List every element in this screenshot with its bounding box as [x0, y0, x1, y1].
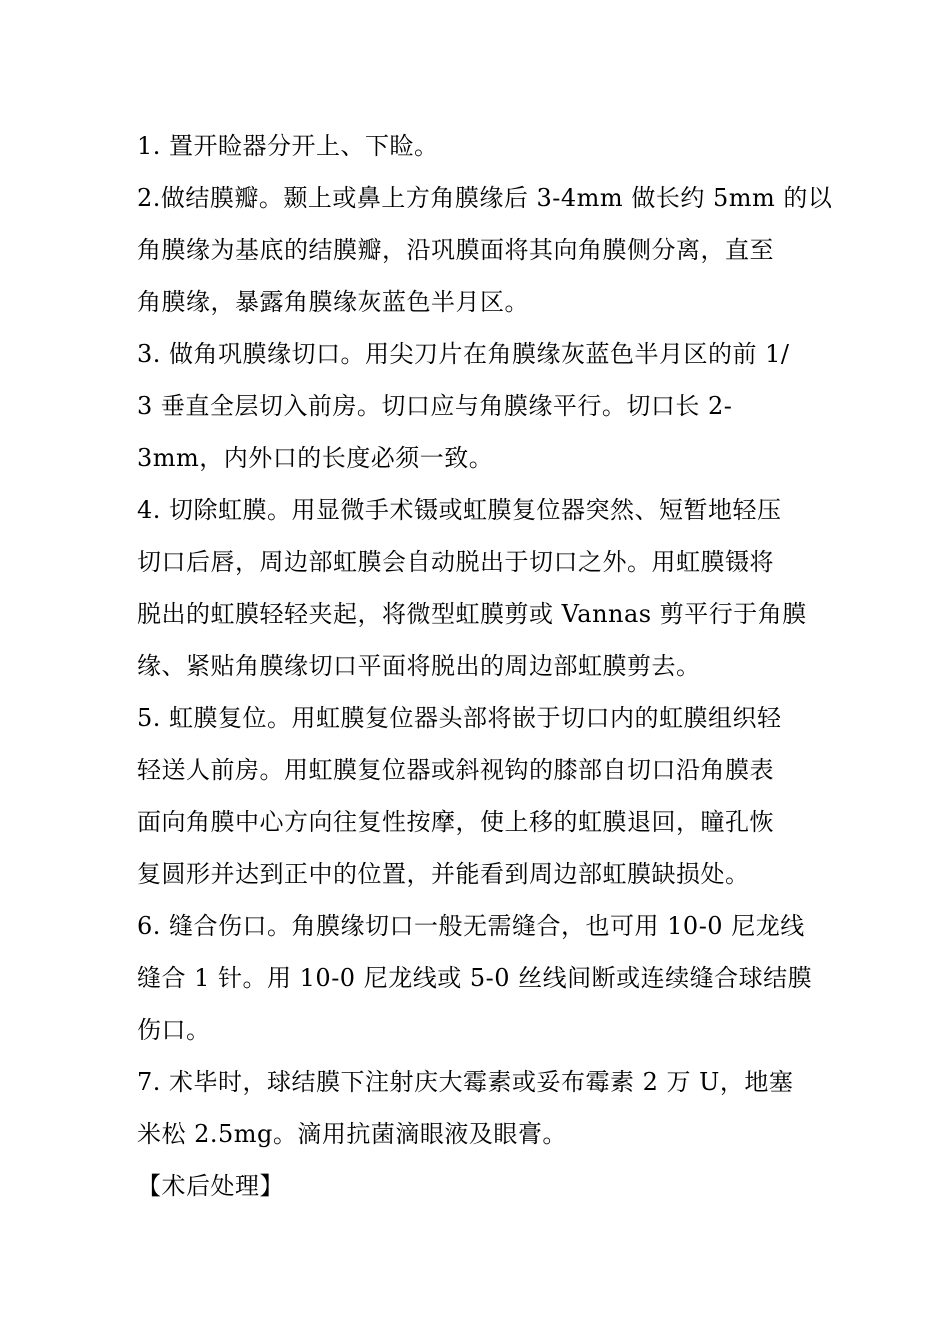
text-line: 7. 术毕时，球结膜下注射庆大霉素或妥布霉素 2 万 U，地塞 [137, 1068, 794, 1096]
step-3-paragraph [137, 328, 817, 484]
section-heading: 【术后处理】 [137, 1172, 284, 1200]
text-line: 6. 缝合伤口。角膜缘切口一般无需缝合，也可用 10-0 尼龙线 [137, 912, 805, 940]
step-1-paragraph [137, 120, 817, 172]
text-line: 复圆形并达到正中的位置，并能看到周边部虹膜缺损处。 [137, 860, 750, 888]
text-line: 角膜缘为基底的结膜瓣，沿巩膜面将其向角膜侧分离，直至 [137, 236, 774, 264]
text-line: 3. 做角巩膜缘切口。用尖刀片在角膜缘灰蓝色半月区的前 1/ [137, 340, 790, 368]
step-7-paragraph [137, 1056, 817, 1160]
postoperative-heading [137, 1160, 817, 1212]
text-line: 3 垂直全层切入前房。切口应与角膜缘平行。切口长 2- [137, 392, 733, 420]
step-5-paragraph [137, 692, 817, 900]
text-line: 1. 置开睑器分开上、下睑。 [137, 132, 439, 160]
step-6-paragraph [137, 900, 817, 1056]
step-4-paragraph [137, 484, 817, 692]
text-line: 4. 切除虹膜。用显微手术镊或虹膜复位器突然、短暂地轻压 [137, 496, 782, 524]
text-line: 面向角膜中心方向往复性按摩，使上移的虹膜退回，瞳孔恢 [137, 808, 774, 836]
text-line: 脱出的虹膜轻轻夹起，将微型虹膜剪或 Vannas 剪平行于角膜 [137, 600, 807, 628]
text-line: 2.做结膜瓣。颞上或鼻上方角膜缘后 3-4mm 做长约 5mm 的以 [137, 184, 833, 212]
text-line: 轻送人前房。用虹膜复位器或斜视钩的膝部自切口沿角膜表 [137, 756, 774, 784]
document-page [137, 120, 833, 1212]
text-line: 缝合 1 针。用 10-0 尼龙线或 5-0 丝线间断或连续缝合球结膜 [137, 964, 813, 992]
text-line: 米松 2.5mg。滴用抗菌滴眼液及眼膏。 [137, 1120, 567, 1148]
text-line: 角膜缘，暴露角膜缘灰蓝色半月区。 [137, 288, 529, 316]
text-line: 缘、紧贴角膜缘切口平面将脱出的周边部虹膜剪去。 [137, 652, 701, 680]
step-2-paragraph [137, 172, 833, 328]
text-line: 伤口。 [137, 1016, 211, 1044]
text-line: 切口后唇，周边部虹膜会自动脱出于切口之外。用虹膜镊将 [137, 548, 774, 576]
text-line: 3mm，内外口的长度必须一致。 [137, 444, 494, 472]
text-line: 5. 虹膜复位。用虹膜复位器头部将嵌于切口内的虹膜组织轻 [137, 704, 782, 732]
